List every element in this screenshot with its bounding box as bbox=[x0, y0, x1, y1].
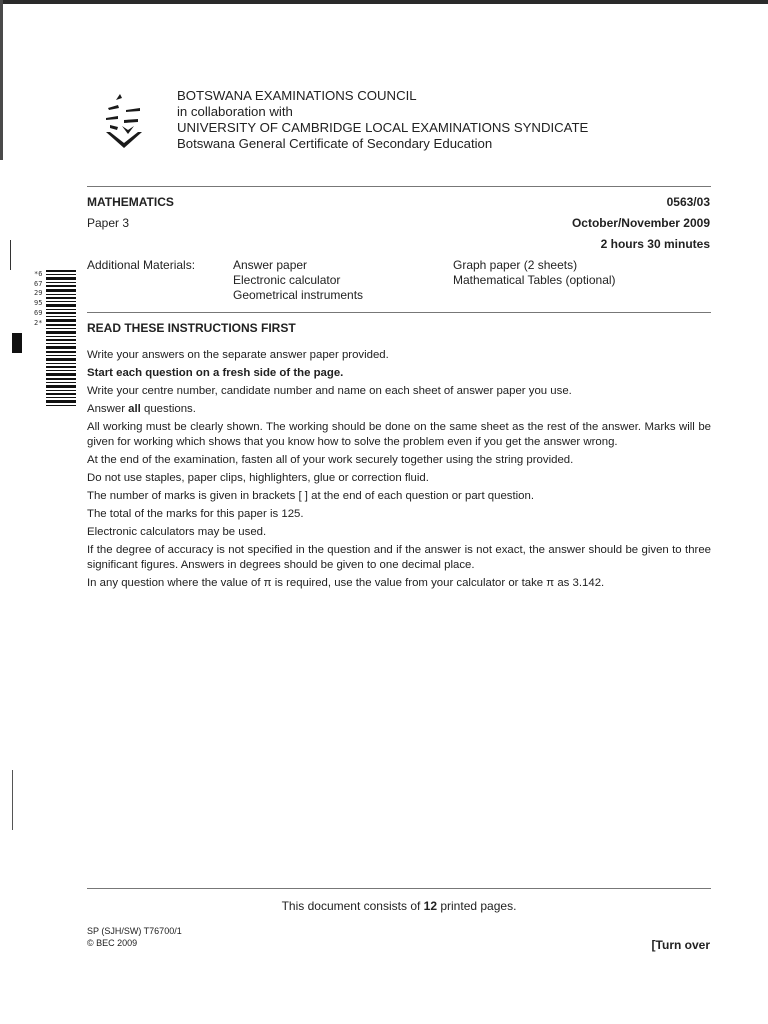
barcode-number: *6672995692* bbox=[34, 270, 43, 327]
instruction-item: In any question where the value of π is required, use the value from your calculator or take π as 3.142. bbox=[87, 577, 605, 589]
scan-edge-top bbox=[0, 0, 768, 4]
subject-title: MATHEMATICS bbox=[87, 195, 174, 209]
divider bbox=[87, 888, 711, 889]
exam-session: October/November 2009 bbox=[571, 216, 710, 230]
material-item: Geometrical instruments bbox=[233, 288, 364, 302]
instruction-item: Write your centre number, candidate number and name on each sheet of answer paper you use. bbox=[87, 385, 572, 397]
instruction-item: If the degree of accuracy is not specified in the question and if the answer is not exact, the answer should be given to three significant figures. Answers in degrees should be given to one decimal place. bbox=[87, 544, 711, 571]
instruction-item: Electronic calculators may be used. bbox=[87, 526, 267, 538]
scan-mark bbox=[12, 770, 13, 830]
divider bbox=[87, 312, 711, 313]
council-name: BOTSWANA EXAMINATIONS COUNCIL bbox=[177, 88, 417, 103]
instruction-item: All working must be clearly shown. The working should be done on the same sheet as the rest of the answer. Marks will be given for working which shows that you know how to solve the problem even if you get the answer wrong. bbox=[87, 421, 711, 448]
instruction-item: The number of marks is given in brackets [ ] at the end of each question or part question. bbox=[87, 490, 535, 502]
paper-number: Paper 3 bbox=[87, 216, 130, 230]
exam-duration: 2 hours 30 minutes bbox=[600, 237, 710, 251]
material-item: Electronic calculator bbox=[233, 273, 341, 287]
certificate-name: Botswana General Certificate of Secondary Education bbox=[177, 136, 493, 151]
scan-mark bbox=[10, 240, 11, 270]
syndicate-name: UNIVERSITY OF CAMBRIDGE LOCAL EXAMINATIONS SYNDICATE bbox=[177, 120, 589, 135]
instructions-heading: READ THESE INSTRUCTIONS FIRST bbox=[87, 321, 296, 335]
materials-label: Additional Materials: bbox=[87, 258, 196, 272]
page-count-note: This document consists of 12 printed pages. bbox=[281, 899, 517, 913]
scan-mark bbox=[12, 333, 22, 353]
instruction-item: Answer all questions. bbox=[87, 403, 196, 415]
divider bbox=[87, 186, 711, 187]
copyright: © BEC 2009 bbox=[87, 938, 138, 948]
collaboration-text: in collaboration with bbox=[177, 104, 293, 119]
turn-over-label: [Turn over bbox=[651, 938, 710, 952]
instructions-list bbox=[87, 348, 711, 594]
instruction-item: Do not use staples, paper clips, highlighters, glue or correction fluid. bbox=[87, 472, 429, 484]
material-item: Answer paper bbox=[233, 258, 308, 272]
paper-code: 0563/03 bbox=[666, 195, 710, 209]
instruction-item: Start each question on a fresh side of the page. bbox=[87, 367, 344, 379]
instruction-item: At the end of the examination, fasten all of your work securely together using the string provided. bbox=[87, 454, 574, 466]
reference-code: SP (SJH/SW) T76700/1 bbox=[87, 926, 182, 936]
material-item: Graph paper (2 sheets) bbox=[453, 258, 578, 272]
instruction-item: The total of the marks for this paper is 125. bbox=[87, 508, 304, 520]
instruction-item: Write your answers on the separate answer paper provided. bbox=[87, 349, 389, 361]
material-item: Mathematical Tables (optional) bbox=[453, 273, 616, 287]
bec-logo-icon bbox=[100, 92, 150, 152]
scan-edge-left bbox=[0, 0, 3, 160]
